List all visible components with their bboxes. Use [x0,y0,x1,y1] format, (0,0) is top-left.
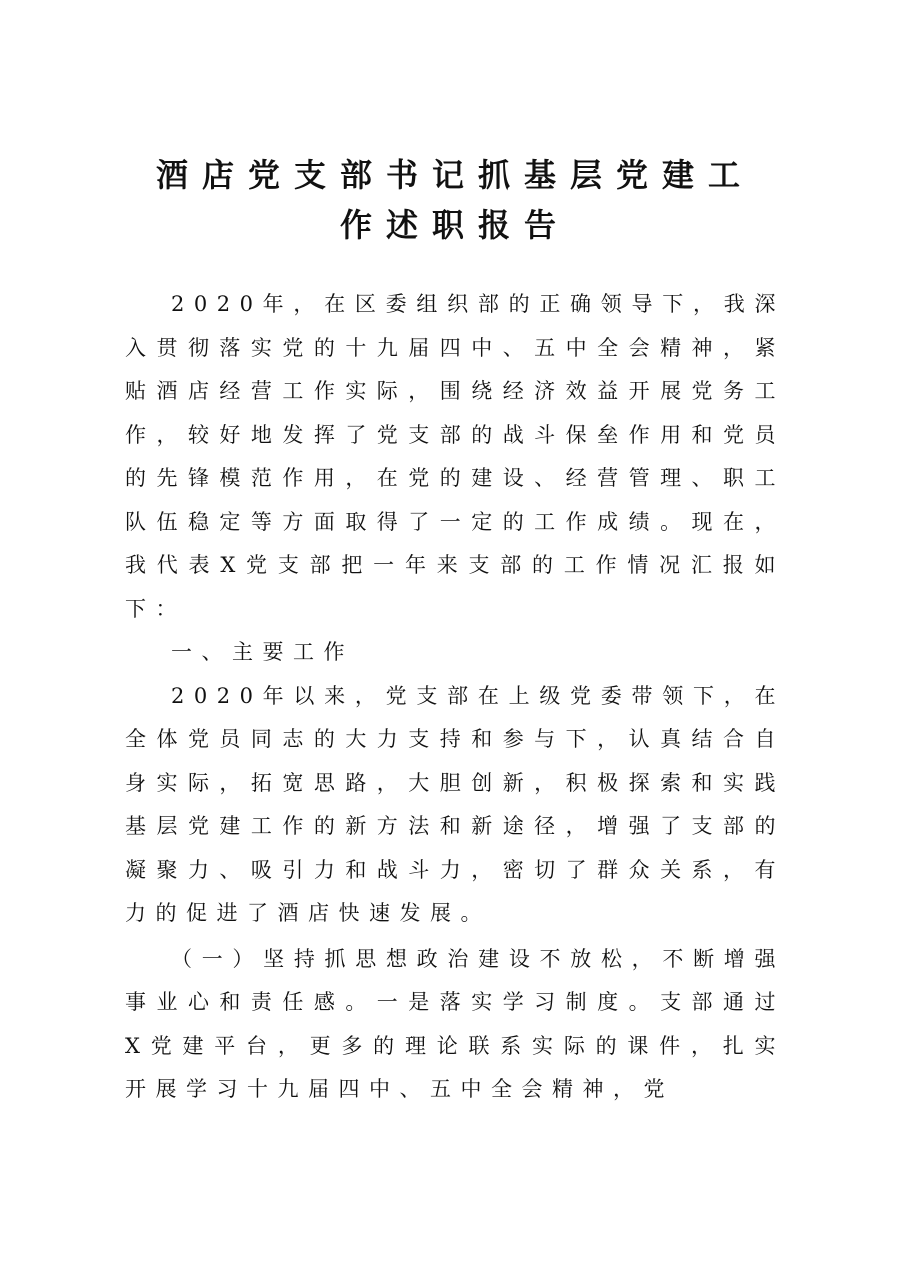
body-paragraph: （一）坚持抓思想政治建设不放松，不断增强事业心和责任感。一是落实学习制度。支部通过X党建平台，更多的理论联系实际的课件，扎实开展学习十九届四中、五中全会精神，党 [125,946,785,1101]
title-line-2: 作述职报告 [339,206,570,244]
section-heading: 一、主要工作 [171,640,354,664]
intro-paragraph: 2020年，在区委组织部的正确领导下，我深入贯彻落实党的十九届四中、五中全会精神，紧贴酒店经营工作实际，围绕经济效益开展党务工作，较好地发挥了党支部的战斗保垒作用和党员的先锋模范作用，在党的建设、经营管理、职工队伍稳定等方面取得了一定的工作成绩。现在，我代表X党支部把一年来支部的工作情况汇报如下： [125,292,785,621]
document-title [125,150,785,250]
title-line-1: 酒店党支部书记抓基层党建工 [155,156,754,194]
document-body [125,283,785,1112]
body-paragraph: 2020年以来，党支部在上级党委带领下，在全体党员同志的大力支持和参与下，认真结合自身实际，拓宽思路，大胆创新，积极探索和实践基层党建工作的新方法和新途径，增强了支部的凝聚力、吸引力和战斗力，密切了群众关系，有力的促进了酒店快速发展。 [125,683,785,925]
